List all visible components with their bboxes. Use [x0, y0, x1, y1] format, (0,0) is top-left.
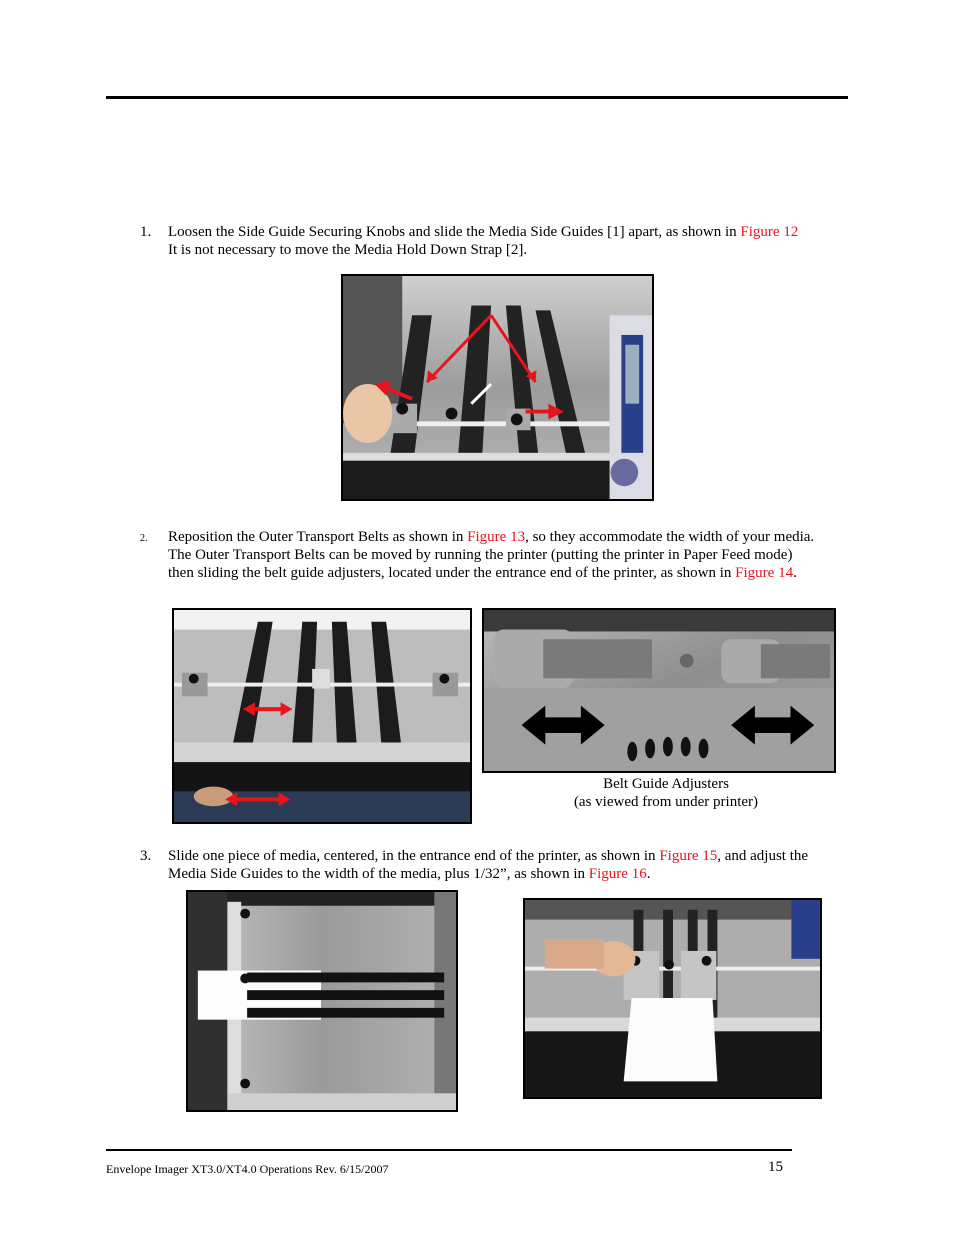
step-text: [168, 223, 798, 259]
step-number: 2.: [140, 533, 148, 544]
figure-13-link[interactable]: Figure 13: [467, 529, 526, 545]
step-text: [168, 847, 808, 883]
caption-line: Belt Guide Adjusters: [603, 776, 729, 792]
step-number: 3.: [140, 848, 152, 864]
figure-14-photo: [482, 608, 836, 773]
step-text-line: , so they accommodate the width of your media.: [525, 529, 815, 545]
caption-line: (as viewed from under printer): [573, 794, 759, 810]
side-guides-adjust-image: [525, 900, 820, 1097]
step-number: 1.: [140, 224, 152, 240]
step-text-line: .: [793, 565, 797, 581]
figure-15-link[interactable]: Figure 15: [659, 848, 718, 864]
figure-16-photo: [523, 898, 822, 1099]
step-text-line: Media Side Guides to the width of the media, plus 1/32”, as shown in: [168, 866, 589, 882]
footer-document-title: Envelope Imager XT3.0/XT4.0 Operations Rev. 6/15/2007: [106, 1162, 389, 1176]
printer-tray-image: [343, 276, 652, 499]
step-text-line: Loosen the Side Guide Securing Knobs and slide the Media Side Guides [1] apart, as shown in: [168, 224, 741, 240]
header-rule: [106, 96, 848, 99]
footer-rule: [106, 1149, 792, 1151]
step-text: [168, 528, 814, 582]
step-text-line: It is not necessary to move the Media Hold Down Strap [2].: [168, 242, 528, 258]
figure-14-caption: [484, 775, 848, 811]
transport-belts-image: [174, 610, 470, 822]
page-number: 15: [768, 1159, 783, 1175]
step-text-line: , and adjust the: [717, 848, 809, 864]
step-text-line: Reposition the Outer Transport Belts as shown in: [168, 529, 468, 545]
figure-15-photo: [186, 890, 458, 1112]
figure-14-link[interactable]: Figure 14: [735, 565, 794, 581]
step-text-line: then sliding the belt guide adjusters, located under the entrance end of the printer, as shown in: [168, 565, 736, 581]
step-text-line: The Outer Transport Belts can be moved by running the printer (putting the printer in Paper Feed mode): [168, 547, 793, 563]
figure-13-photo: [172, 608, 472, 824]
media-entrance-image: [188, 892, 456, 1110]
figure-16-link[interactable]: Figure 16: [588, 866, 647, 882]
step-text-line: .: [646, 866, 651, 882]
figure-12-link[interactable]: Figure 12: [740, 224, 799, 240]
figure-12-photo: [341, 274, 654, 501]
step-text-line: Slide one piece of media, centered, in the entrance end of the printer, as shown in: [168, 848, 660, 864]
belt-guide-adjusters-image: [484, 610, 834, 771]
